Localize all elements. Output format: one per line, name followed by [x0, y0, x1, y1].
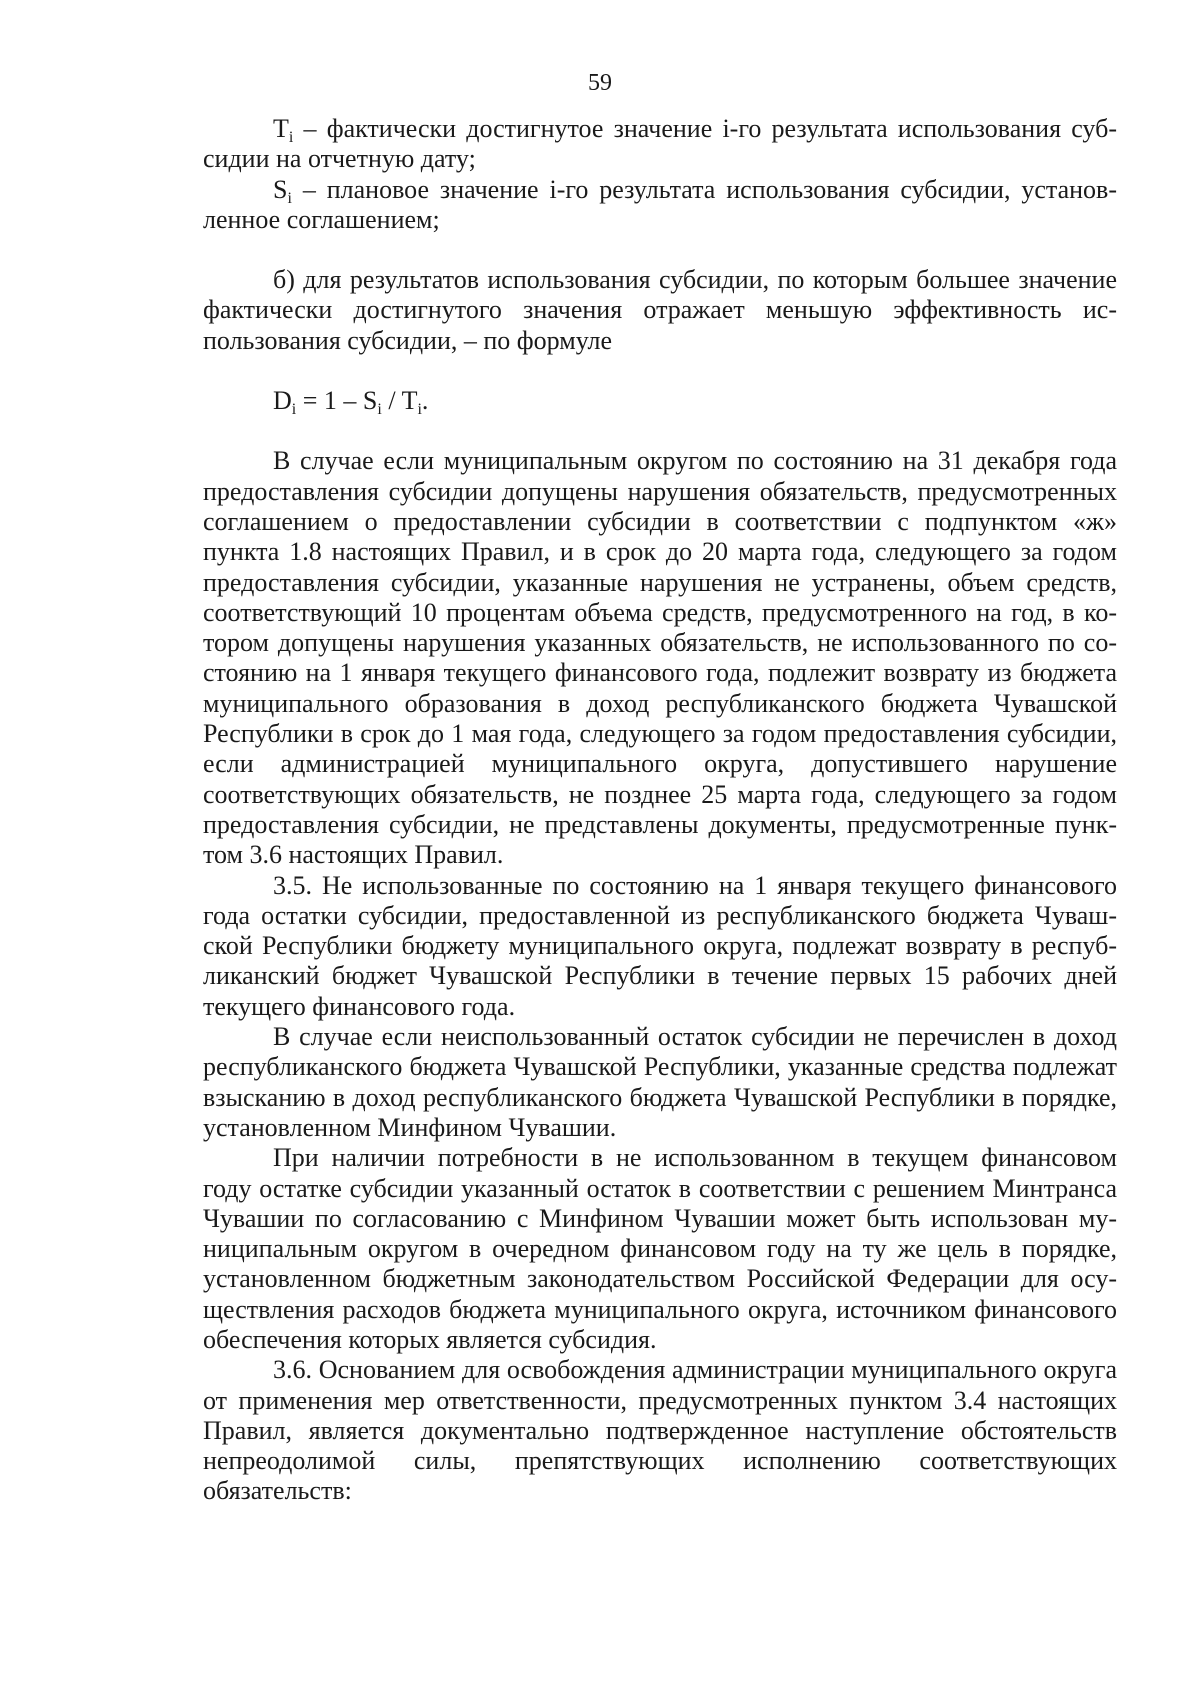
definition-si	[203, 175, 1117, 236]
page-number: 59	[588, 70, 612, 96]
formula-lhs: D	[273, 386, 292, 416]
formula-sep: / T	[381, 386, 418, 416]
definition-text: – плановое значение i-го результата использования субсидии, установленное соглашением;	[203, 174, 1117, 234]
paragraph-b: б) для результатов использования субсидии, по которым большее значение фактически достигнутого значения отражает меньшую эффективность использования субсидии, – по формуле	[203, 265, 1117, 355]
paragraph-3-6: 3.6. Основанием для освобождения администрации муниципального округа от применения мер ответственности, предусмотренных пунктом 3.4 настоящих Правил, является документально подтвержденное наступление обстоятельств непреодолимой силы, препятствующих исполнению соответствующих обязательств:	[203, 1355, 1117, 1506]
formula-di	[203, 386, 1117, 419]
formula-end: .	[421, 386, 429, 416]
subscript-i: i	[288, 129, 294, 146]
subscript-i: i	[287, 189, 292, 207]
definition-ti	[203, 114, 1117, 175]
paragraph-3-5: 3.5. Не использованные по состоянию на 1 января текущего финансового года остатки субсидии, предоставленной из республиканского бюджета Чувашской Республики бюджету муниципального округа, подлежат возврату в республиканский бюджет Чувашской Республики в течение первых 15 рабочих дней текущего финансового года.	[203, 870, 1117, 1021]
symbol-s: S	[273, 174, 288, 204]
subscript-i: i	[291, 401, 297, 419]
subscript-i: i	[377, 401, 382, 419]
formula-mid: = 1 – S	[296, 386, 378, 416]
paragraph-unspent-remainder: В случае если неиспользованный остаток субсидии не перечислен в доход республиканского бюджета Чувашской Республики, указанные средства подлежат взысканию в доход республиканского бюджета Чувашской Республики в порядке, установленном Минфином Чувашии.	[203, 1022, 1117, 1142]
subscript-i: i	[417, 401, 422, 419]
paragraph-violations: В случае если муниципальным округом по состоянию на 31 декабря года предоставления субсидии допущены нарушения обязательств, предусмотренных соглашением о предоставлении субсидии в соответствии с подпунктом «ж» пункта 1.8 настоящих Правил, и в срок до 20 марта года, следующего за годом предоставления субсидии, указанные нарушения не устранены, объем средств, соответствующий 10 процентам объема средств, предусмотренного на год, в котором допущены нарушения указанных обязательств, не использованного по состоянию на 1 января текущего финансового года, подлежит возврату из бюджета муниципального образования в доход республиканского бюджета Чувашской Республики в срок до 1 мая года, следующего за годом предоставления субсидии, если администрацией муниципального округа, допустившего нарушение соответствующих обязательств, не позднее 25 марта года, следующего за годом предоставления субсидии, не представлены документы, предусмотренные пунктом 3.6 настоящих Правил.	[203, 446, 1117, 870]
definition-text: – фактически достигнутое значение i-го результата использования субсидии на отчетную дату;	[203, 114, 1117, 174]
document-body	[203, 114, 1117, 1507]
paragraph-need-remainder: При наличии потребности в не использованном в текущем финансовом году остатке субсидии указанный остаток в соответствии с решением Минтранса Чувашии по согласованию с Минфином Чувашии может быть использован муниципальным округом в очередном финансовом году на ту же цель в порядке, установленном бюджетным законодательством Российской Федерации для осуществления расходов бюджета муниципального округа, источником финансового обеспечения которых является субсидия.	[203, 1143, 1117, 1354]
symbol-t: T	[273, 114, 289, 143]
